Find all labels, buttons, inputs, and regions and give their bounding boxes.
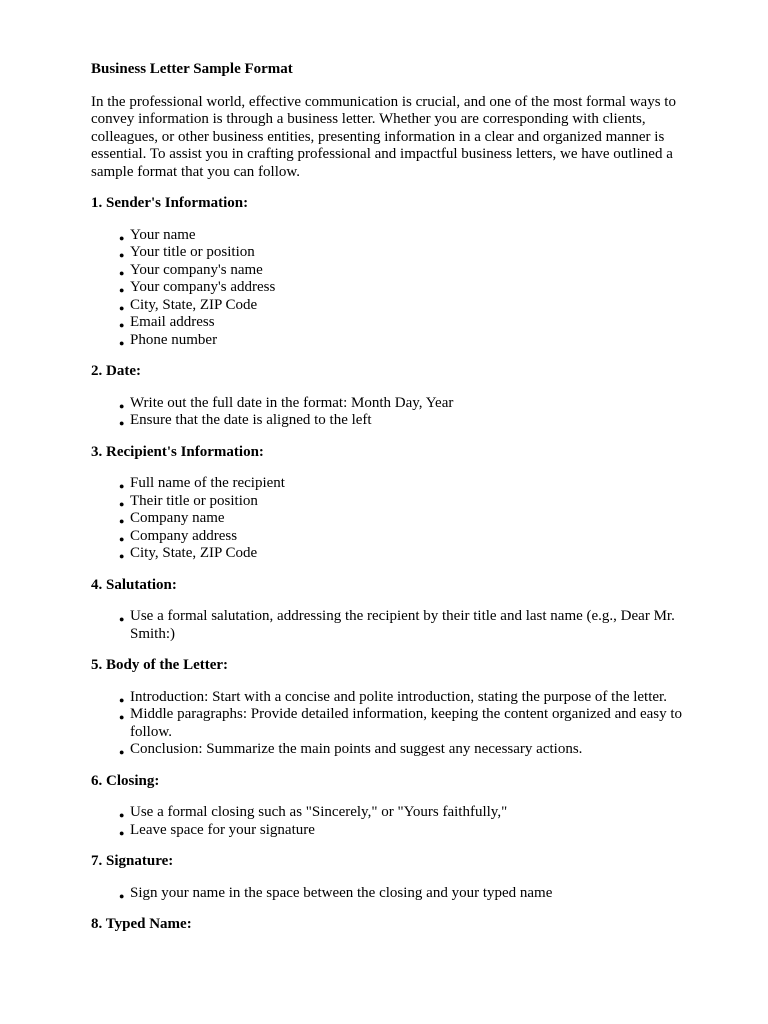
list-item — [119, 244, 711, 262]
bullet-icon: ● — [119, 250, 125, 260]
bullet-icon: ● — [119, 827, 125, 838]
list-item-text: Phone number — [130, 331, 218, 348]
bullet-icon: ● — [119, 285, 125, 295]
list-item — [119, 688, 711, 707]
list-item — [119, 545, 711, 563]
list-item-text: Middle paragraphs: Provide detailed information, keeping the content organized and easy to follow. — [130, 706, 683, 740]
bullet-icon: ● — [119, 481, 125, 491]
bullet-icon: ● — [119, 498, 125, 509]
section-heading: 3. Recipient's Information: — [91, 443, 264, 460]
list-item-text: Full name of the recipient — [130, 475, 285, 491]
list-item — [119, 296, 711, 315]
list-item — [119, 331, 711, 350]
bullet-icon: ● — [119, 810, 125, 820]
document-page — [91, 61, 711, 948]
list-item-text: City, State, ZIP Code — [130, 296, 258, 313]
list-item — [119, 492, 711, 511]
list-item — [119, 804, 711, 822]
list-item — [119, 475, 711, 493]
sections-container — [91, 195, 711, 934]
list-item-text: Your title or position — [130, 244, 255, 260]
list-item — [119, 314, 711, 332]
bullet-icon: ● — [119, 890, 125, 901]
list-item-text: Company address — [130, 527, 238, 544]
list-item-text: Leave space for your signature — [130, 821, 315, 838]
bullet-icon: ● — [119, 551, 125, 561]
list-item-text: Your name — [130, 226, 196, 243]
list-item-text: Company name — [130, 510, 225, 526]
list-item — [119, 226, 711, 245]
list-item-text: Their title or position — [130, 492, 258, 509]
list-item — [119, 706, 711, 741]
document-title: Business Letter Sample Format — [91, 61, 293, 77]
bullet-icon: ● — [119, 418, 125, 428]
section-item-list — [91, 475, 711, 563]
section-heading: 5. Body of the Letter: — [91, 657, 229, 673]
bullet-icon: ● — [119, 747, 125, 757]
intro-paragraph: In the professional world, effective communication is crucial, and one of the most formal ways to convey information is through a business letter. Whether you are corresponding with clients, colleagues, or other business entities, presenting information in a clear and organized manner is essential. To assist you in crafting professional and impactful business letters, we have outlined a sample format that you can follow. — [91, 93, 676, 180]
bullet-icon: ● — [119, 400, 125, 411]
list-item — [119, 884, 711, 903]
bullet-icon: ● — [119, 232, 125, 243]
list-item — [119, 741, 711, 759]
section-item-list — [91, 395, 711, 430]
section-heading: 6. Closing: — [91, 772, 160, 789]
list-item-text: Ensure that the date is aligned to the left — [130, 412, 372, 428]
list-item-text: Email address — [130, 314, 215, 330]
section-item-list — [91, 885, 711, 903]
list-item — [119, 279, 711, 297]
section-item-list — [91, 608, 711, 643]
section-heading: 7. Signature: — [91, 853, 174, 869]
list-item — [119, 821, 711, 840]
list-item-text: City, State, ZIP Code — [130, 545, 258, 561]
section-item-list — [91, 227, 711, 350]
bullet-icon: ● — [119, 267, 125, 278]
list-item-text: Conclusion: Summarize the main points and suggest any necessary actions. — [130, 741, 583, 757]
list-item — [119, 527, 711, 546]
list-item — [119, 510, 711, 528]
section-heading: 1. Sender's Information: — [91, 195, 249, 211]
section-item-list — [91, 804, 711, 839]
list-item — [119, 261, 711, 280]
bullet-icon: ● — [119, 694, 125, 705]
list-item-text: Your company's name — [130, 261, 263, 278]
section-heading: 2. Date: — [91, 363, 141, 379]
section-item-list — [91, 689, 711, 759]
bullet-icon: ● — [119, 516, 125, 526]
list-item-text: Sign your name in the space between the closing and your typed name — [130, 884, 553, 901]
section-heading: 4. Salutation: — [91, 576, 177, 593]
list-item — [119, 412, 711, 430]
list-item-text: Write out the full date in the format: Month Day, Year — [130, 394, 454, 411]
section-heading: 8. Typed Name: — [91, 916, 192, 932]
bullet-icon: ● — [119, 614, 125, 624]
list-item-text: Your company's address — [130, 279, 276, 295]
list-item — [119, 608, 711, 643]
bullet-icon: ● — [119, 712, 125, 722]
bullet-icon: ● — [119, 320, 125, 330]
bullet-icon: ● — [119, 302, 125, 313]
list-item-text: Introduction: Start with a concise and polite introduction, stating the purpose of the letter. — [130, 688, 667, 705]
list-item-text: Use a formal closing such as "Sincerely," or "Yours faithfully," — [130, 804, 508, 820]
bullet-icon: ● — [119, 337, 125, 348]
list-item-text: Use a formal salutation, addressing the recipient by their title and last name (e.g., Dear Mr. Smith:) — [130, 608, 675, 642]
bullet-icon: ● — [119, 533, 125, 544]
list-item — [119, 394, 711, 413]
